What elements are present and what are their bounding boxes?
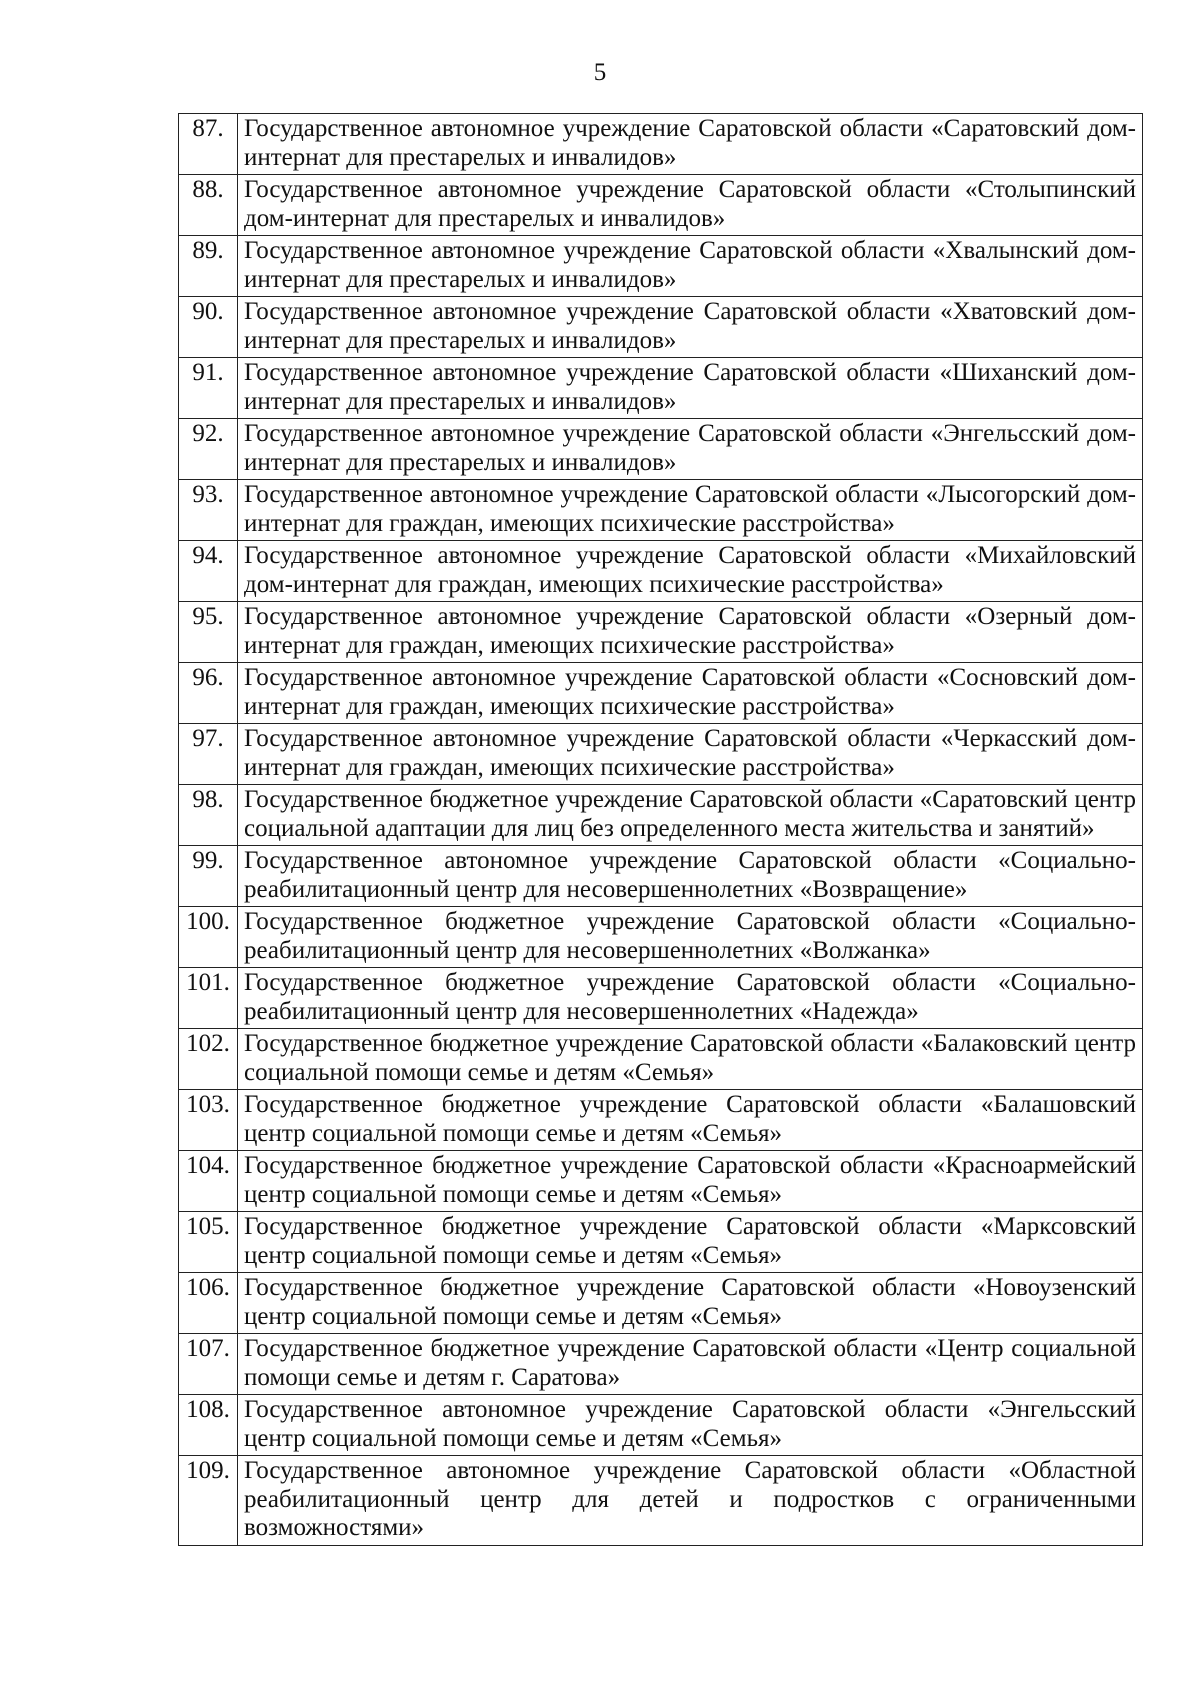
institution-name: Государственное бюджетное учреждение Саратовской области «Саратовский центр социальной адаптации для лиц без определенного места жительства и занятий» <box>238 785 1143 846</box>
table-row <box>179 724 1143 785</box>
row-number: 88. <box>179 175 238 236</box>
table-row <box>179 846 1143 907</box>
row-number: 95. <box>179 602 238 663</box>
institution-name: Государственное автономное учреждение Саратовской области «Хвалынский дом-интернат для престарелых и инвалидов» <box>238 236 1143 297</box>
table-row <box>179 541 1143 602</box>
institution-name: Государственное бюджетное учреждение Саратовской области «Красноармейский центр социальной помощи семье и детям «Семья» <box>238 1151 1143 1212</box>
table-row <box>179 114 1143 175</box>
row-number: 109. <box>179 1456 238 1546</box>
row-number: 87. <box>179 114 238 175</box>
row-number: 91. <box>179 358 238 419</box>
table-row <box>179 663 1143 724</box>
institutions-table-body <box>179 114 1143 1546</box>
table-row <box>179 602 1143 663</box>
row-number: 106. <box>179 1273 238 1334</box>
institution-name: Государственное автономное учреждение Саратовской области «Озерный дом-интернат для граждан, имеющих психические расстройства» <box>238 602 1143 663</box>
row-number: 89. <box>179 236 238 297</box>
row-number: 108. <box>179 1395 238 1456</box>
row-number: 102. <box>179 1029 238 1090</box>
row-number: 107. <box>179 1334 238 1395</box>
row-number: 93. <box>179 480 238 541</box>
row-number: 98. <box>179 785 238 846</box>
institution-name: Государственное автономное учреждение Саратовской области «Михайловский дом-интернат для граждан, имеющих психические расстройства» <box>238 541 1143 602</box>
row-number: 103. <box>179 1090 238 1151</box>
institution-name: Государственное автономное учреждение Саратовской области «Энгельсский центр социальной помощи семье и детям «Семья» <box>238 1395 1143 1456</box>
table-row <box>179 358 1143 419</box>
row-number: 90. <box>179 297 238 358</box>
row-number: 92. <box>179 419 238 480</box>
institution-name: Государственное автономное учреждение Саратовской области «Сосновский дом-интернат для граждан, имеющих психические расстройства» <box>238 663 1143 724</box>
institution-name: Государственное бюджетное учреждение Саратовской области «Центр социальной помощи семье и детям г. Саратова» <box>238 1334 1143 1395</box>
table-row <box>179 236 1143 297</box>
table-row <box>179 1456 1143 1546</box>
table-row <box>179 480 1143 541</box>
institution-name: Государственное бюджетное учреждение Саратовской области «Балашовский центр социальной помощи семье и детям «Семья» <box>238 1090 1143 1151</box>
institution-name: Государственное бюджетное учреждение Саратовской области «Социально-реабилитационный центр для несовершеннолетних «Волжанка» <box>238 907 1143 968</box>
row-number: 96. <box>179 663 238 724</box>
table-row <box>179 1395 1143 1456</box>
institution-name: Государственное бюджетное учреждение Саратовской области «Марксовский центр социальной помощи семье и детям «Семья» <box>238 1212 1143 1273</box>
page-number: 5 <box>593 59 607 86</box>
institution-name: Государственное автономное учреждение Саратовской области «Саратовский дом-интернат для престарелых и инвалидов» <box>238 114 1143 175</box>
row-number: 100. <box>179 907 238 968</box>
institution-name: Государственное автономное учреждение Саратовской области «Областной реабилитационный центр для детей и подростков с ограниченными возможностями» <box>238 1456 1143 1546</box>
row-number: 105. <box>179 1212 238 1273</box>
row-number: 104. <box>179 1151 238 1212</box>
institution-name: Государственное автономное учреждение Саратовской области «Социально-реабилитационный центр для несовершеннолетних «Возвращение» <box>238 846 1143 907</box>
institution-name: Государственное автономное учреждение Саратовской области «Энгельсский дом-интернат для престарелых и инвалидов» <box>238 419 1143 480</box>
institution-name: Государственное бюджетное учреждение Саратовской области «Новоузенский центр социальной помощи семье и детям «Семья» <box>238 1273 1143 1334</box>
institution-name: Государственное автономное учреждение Саратовской области «Хватовский дом-интернат для престарелых и инвалидов» <box>238 297 1143 358</box>
institutions-table <box>178 113 1143 1546</box>
table-row <box>179 1090 1143 1151</box>
institution-name: Государственное бюджетное учреждение Саратовской области «Балаковский центр социальной помощи семье и детям «Семья» <box>238 1029 1143 1090</box>
row-number: 94. <box>179 541 238 602</box>
table-row <box>179 1273 1143 1334</box>
institution-name: Государственное автономное учреждение Саратовской области «Лысогорский дом-интернат для граждан, имеющих психические расстройства» <box>238 480 1143 541</box>
table-row <box>179 1334 1143 1395</box>
institution-name: Государственное автономное учреждение Саратовской области «Шиханский дом-интернат для престарелых и инвалидов» <box>238 358 1143 419</box>
row-number: 97. <box>179 724 238 785</box>
table-row <box>179 175 1143 236</box>
row-number: 99. <box>179 846 238 907</box>
table-row <box>179 907 1143 968</box>
table-row <box>179 1212 1143 1273</box>
institution-name: Государственное автономное учреждение Саратовской области «Столыпинский дом-интернат для престарелых и инвалидов» <box>238 175 1143 236</box>
row-number: 101. <box>179 968 238 1029</box>
institution-name: Государственное автономное учреждение Саратовской области «Черкасский дом-интернат для граждан, имеющих психические расстройства» <box>238 724 1143 785</box>
table-row <box>179 297 1143 358</box>
table-row <box>179 1029 1143 1090</box>
table-row <box>179 968 1143 1029</box>
table-row <box>179 419 1143 480</box>
table-row <box>179 785 1143 846</box>
institution-name: Государственное бюджетное учреждение Саратовской области «Социально-реабилитационный центр для несовершеннолетних «Надежда» <box>238 968 1143 1029</box>
table-row <box>179 1151 1143 1212</box>
